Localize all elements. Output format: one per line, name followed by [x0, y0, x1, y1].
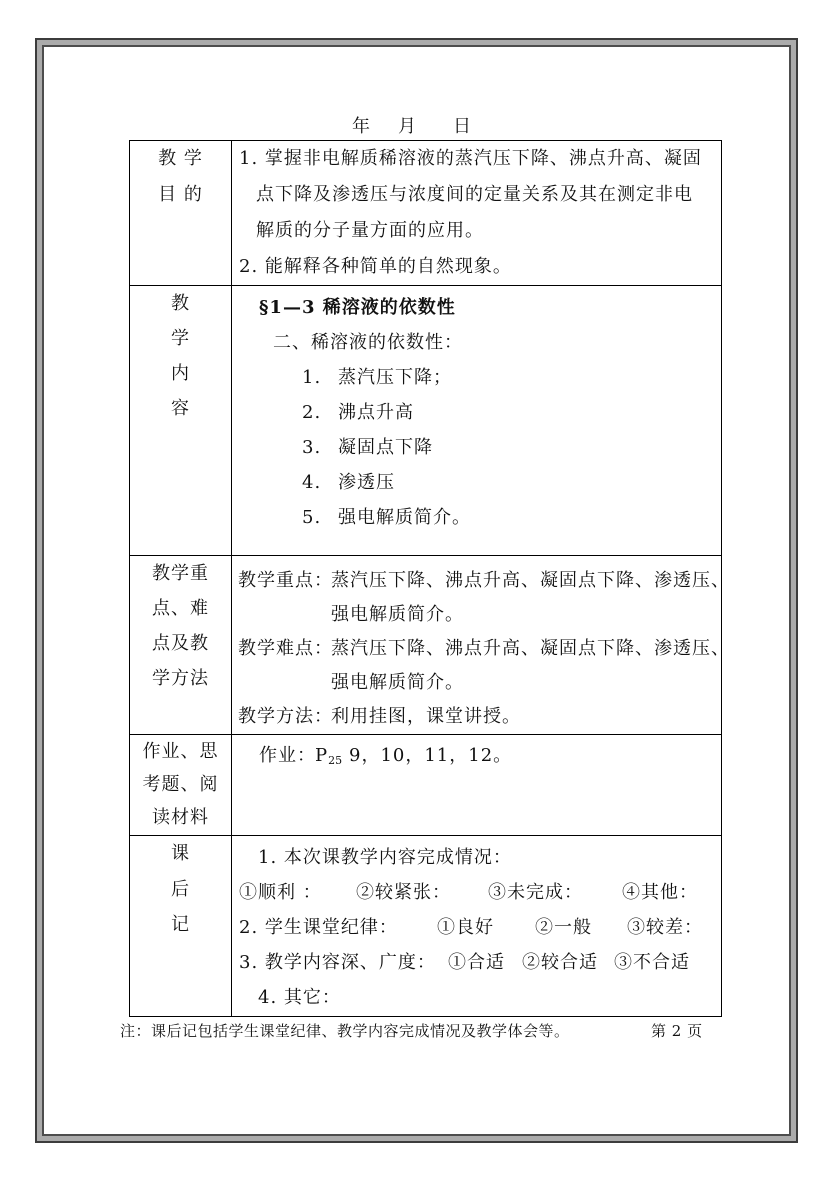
date-day-label: 日 — [453, 116, 471, 137]
content-item — [232, 500, 721, 535]
key-point-label: 教学重点： — [238, 570, 333, 591]
key-point-text: 蒸汽压下降、沸点升高、凝固点下降、渗透压、 — [331, 570, 730, 591]
completion-option: ②较紧张： — [356, 882, 451, 903]
content-item — [232, 430, 721, 465]
completion-title-line — [232, 840, 721, 875]
content-item-number: 5. — [302, 507, 322, 528]
content-item-text: 蒸汽压下降； — [338, 367, 452, 388]
content-item — [232, 360, 721, 395]
homework-page-number: 25 — [328, 754, 343, 767]
difficulty-text: 强电解质简介。 — [331, 672, 464, 693]
discipline-line — [232, 910, 721, 945]
difficulty-line — [232, 666, 721, 700]
content-item-number: 3. — [302, 437, 322, 458]
depth-line — [232, 945, 721, 980]
content-item — [232, 395, 721, 430]
other-line — [232, 980, 721, 1015]
homework-prefix: 作业： — [259, 745, 316, 766]
content-item-number: 4. — [302, 472, 322, 493]
discipline-option: ②一般 — [535, 917, 592, 938]
objectives-row — [130, 141, 722, 286]
content-item-text: 凝固点下降 — [338, 437, 433, 458]
content-item-text: 渗透压 — [338, 472, 395, 493]
objectives-label: 目 的 — [158, 184, 203, 205]
objectives-content-cell — [232, 141, 722, 286]
content-label-cell — [130, 286, 232, 556]
content-item — [232, 465, 721, 500]
key-points-cell — [232, 556, 730, 735]
objective-line — [232, 177, 721, 213]
homework-row — [130, 735, 722, 836]
method-text: 利用挂图，课堂讲授。 — [331, 706, 521, 727]
homework-page-ref — [315, 738, 342, 779]
footer-note: 注：课后记包括学生课堂纪律、教学内容完成情况及教学体会等。 — [120, 1022, 570, 1040]
content-item-number: 2. — [302, 402, 322, 423]
homework-label: 作业、思 — [142, 741, 219, 762]
discipline-option: ①良好 — [437, 917, 494, 938]
objective-line — [232, 213, 721, 249]
content-item-text: 强电解质简介。 — [338, 507, 471, 528]
date-month-label: 月 — [398, 116, 416, 137]
discipline-title: 2. 学生课堂纪律： — [239, 917, 398, 938]
homework-cell — [232, 735, 722, 836]
objectives-label: 教 学 — [158, 148, 203, 169]
completion-option: ①顺利 ： — [239, 882, 322, 903]
homework-problems: 9，10，11，12。 — [349, 745, 513, 766]
key-point-line — [232, 598, 721, 632]
key-point-text: 强电解质简介。 — [331, 604, 464, 625]
homework-label: 考题、阅 — [142, 774, 219, 795]
content-item-number: 1. — [302, 367, 322, 388]
key-points-label: 点及教 — [152, 633, 209, 654]
objective-text: 1. 掌握非电解质稀溶液的蒸汽压下降、沸点升高、凝固 — [239, 148, 702, 169]
content-item-text: 沸点升高 — [338, 402, 414, 423]
subtitle-line — [232, 325, 721, 360]
homework-page-letter: P — [315, 745, 329, 766]
other-title: 4. 其它： — [258, 987, 341, 1008]
section-subtitle: 二、稀溶液的依数性： — [273, 332, 463, 353]
method-line — [232, 700, 721, 734]
completion-option: ③未完成： — [488, 882, 583, 903]
depth-option: ①合适 — [448, 952, 505, 973]
difficulty-label: 教学难点： — [238, 638, 333, 659]
reflection-row — [130, 836, 722, 1017]
reflection-label: 后 — [171, 878, 190, 900]
key-points-row — [130, 556, 722, 735]
method-label: 教学方法： — [238, 706, 333, 727]
homework-label: 读材料 — [152, 807, 209, 828]
objective-line — [232, 141, 721, 177]
discipline-option: ③较差： — [627, 917, 703, 938]
difficulty-line — [232, 632, 730, 666]
objective-text: 2. 能解释各种简单的自然现象。 — [239, 256, 512, 277]
section-title: §1—3 稀溶液的依数性 — [259, 297, 456, 318]
date-year-label: 年 — [352, 116, 370, 137]
reflection-label: 记 — [171, 914, 190, 935]
section-title-line — [232, 290, 721, 325]
key-points-label: 学方法 — [152, 668, 209, 689]
content-label: 容 — [171, 398, 190, 419]
reflection-label: 课 — [171, 843, 190, 864]
depth-option: ③不合适 — [614, 952, 690, 973]
key-points-label: 点、难 — [152, 598, 209, 619]
content-label: 学 — [171, 328, 190, 349]
objective-text: 解质的分子量方面的应用。 — [256, 220, 484, 241]
completion-title: 1. 本次课教学内容完成情况： — [258, 847, 512, 868]
objective-line — [232, 249, 721, 285]
key-points-label-cell — [130, 556, 232, 735]
completion-option: ④其他： — [622, 882, 698, 903]
key-points-label: 教学重 — [152, 563, 209, 584]
content-cell — [232, 286, 722, 556]
completion-options-line — [232, 875, 721, 910]
objectives-label-cell — [130, 141, 232, 286]
reflection-cell — [232, 836, 722, 1017]
content-label: 内 — [171, 363, 190, 384]
homework-line — [232, 738, 721, 774]
content-label: 教 — [171, 293, 190, 314]
objective-text: 点下降及渗透压与浓度间的定量关系及其在测定非电 — [256, 184, 693, 205]
content-row — [130, 286, 722, 556]
lesson-plan-table — [129, 140, 730, 1017]
key-point-line — [232, 564, 730, 598]
depth-title: 3. 教学内容深、广度： — [239, 952, 436, 973]
depth-option: ②较合适 — [522, 952, 598, 973]
reflection-label-cell — [130, 836, 232, 1017]
page-number: 第 2 页 — [651, 1022, 703, 1040]
difficulty-text: 蒸汽压下降、沸点升高、凝固点下降、渗透压、 — [331, 638, 730, 659]
homework-label-cell — [130, 735, 232, 836]
